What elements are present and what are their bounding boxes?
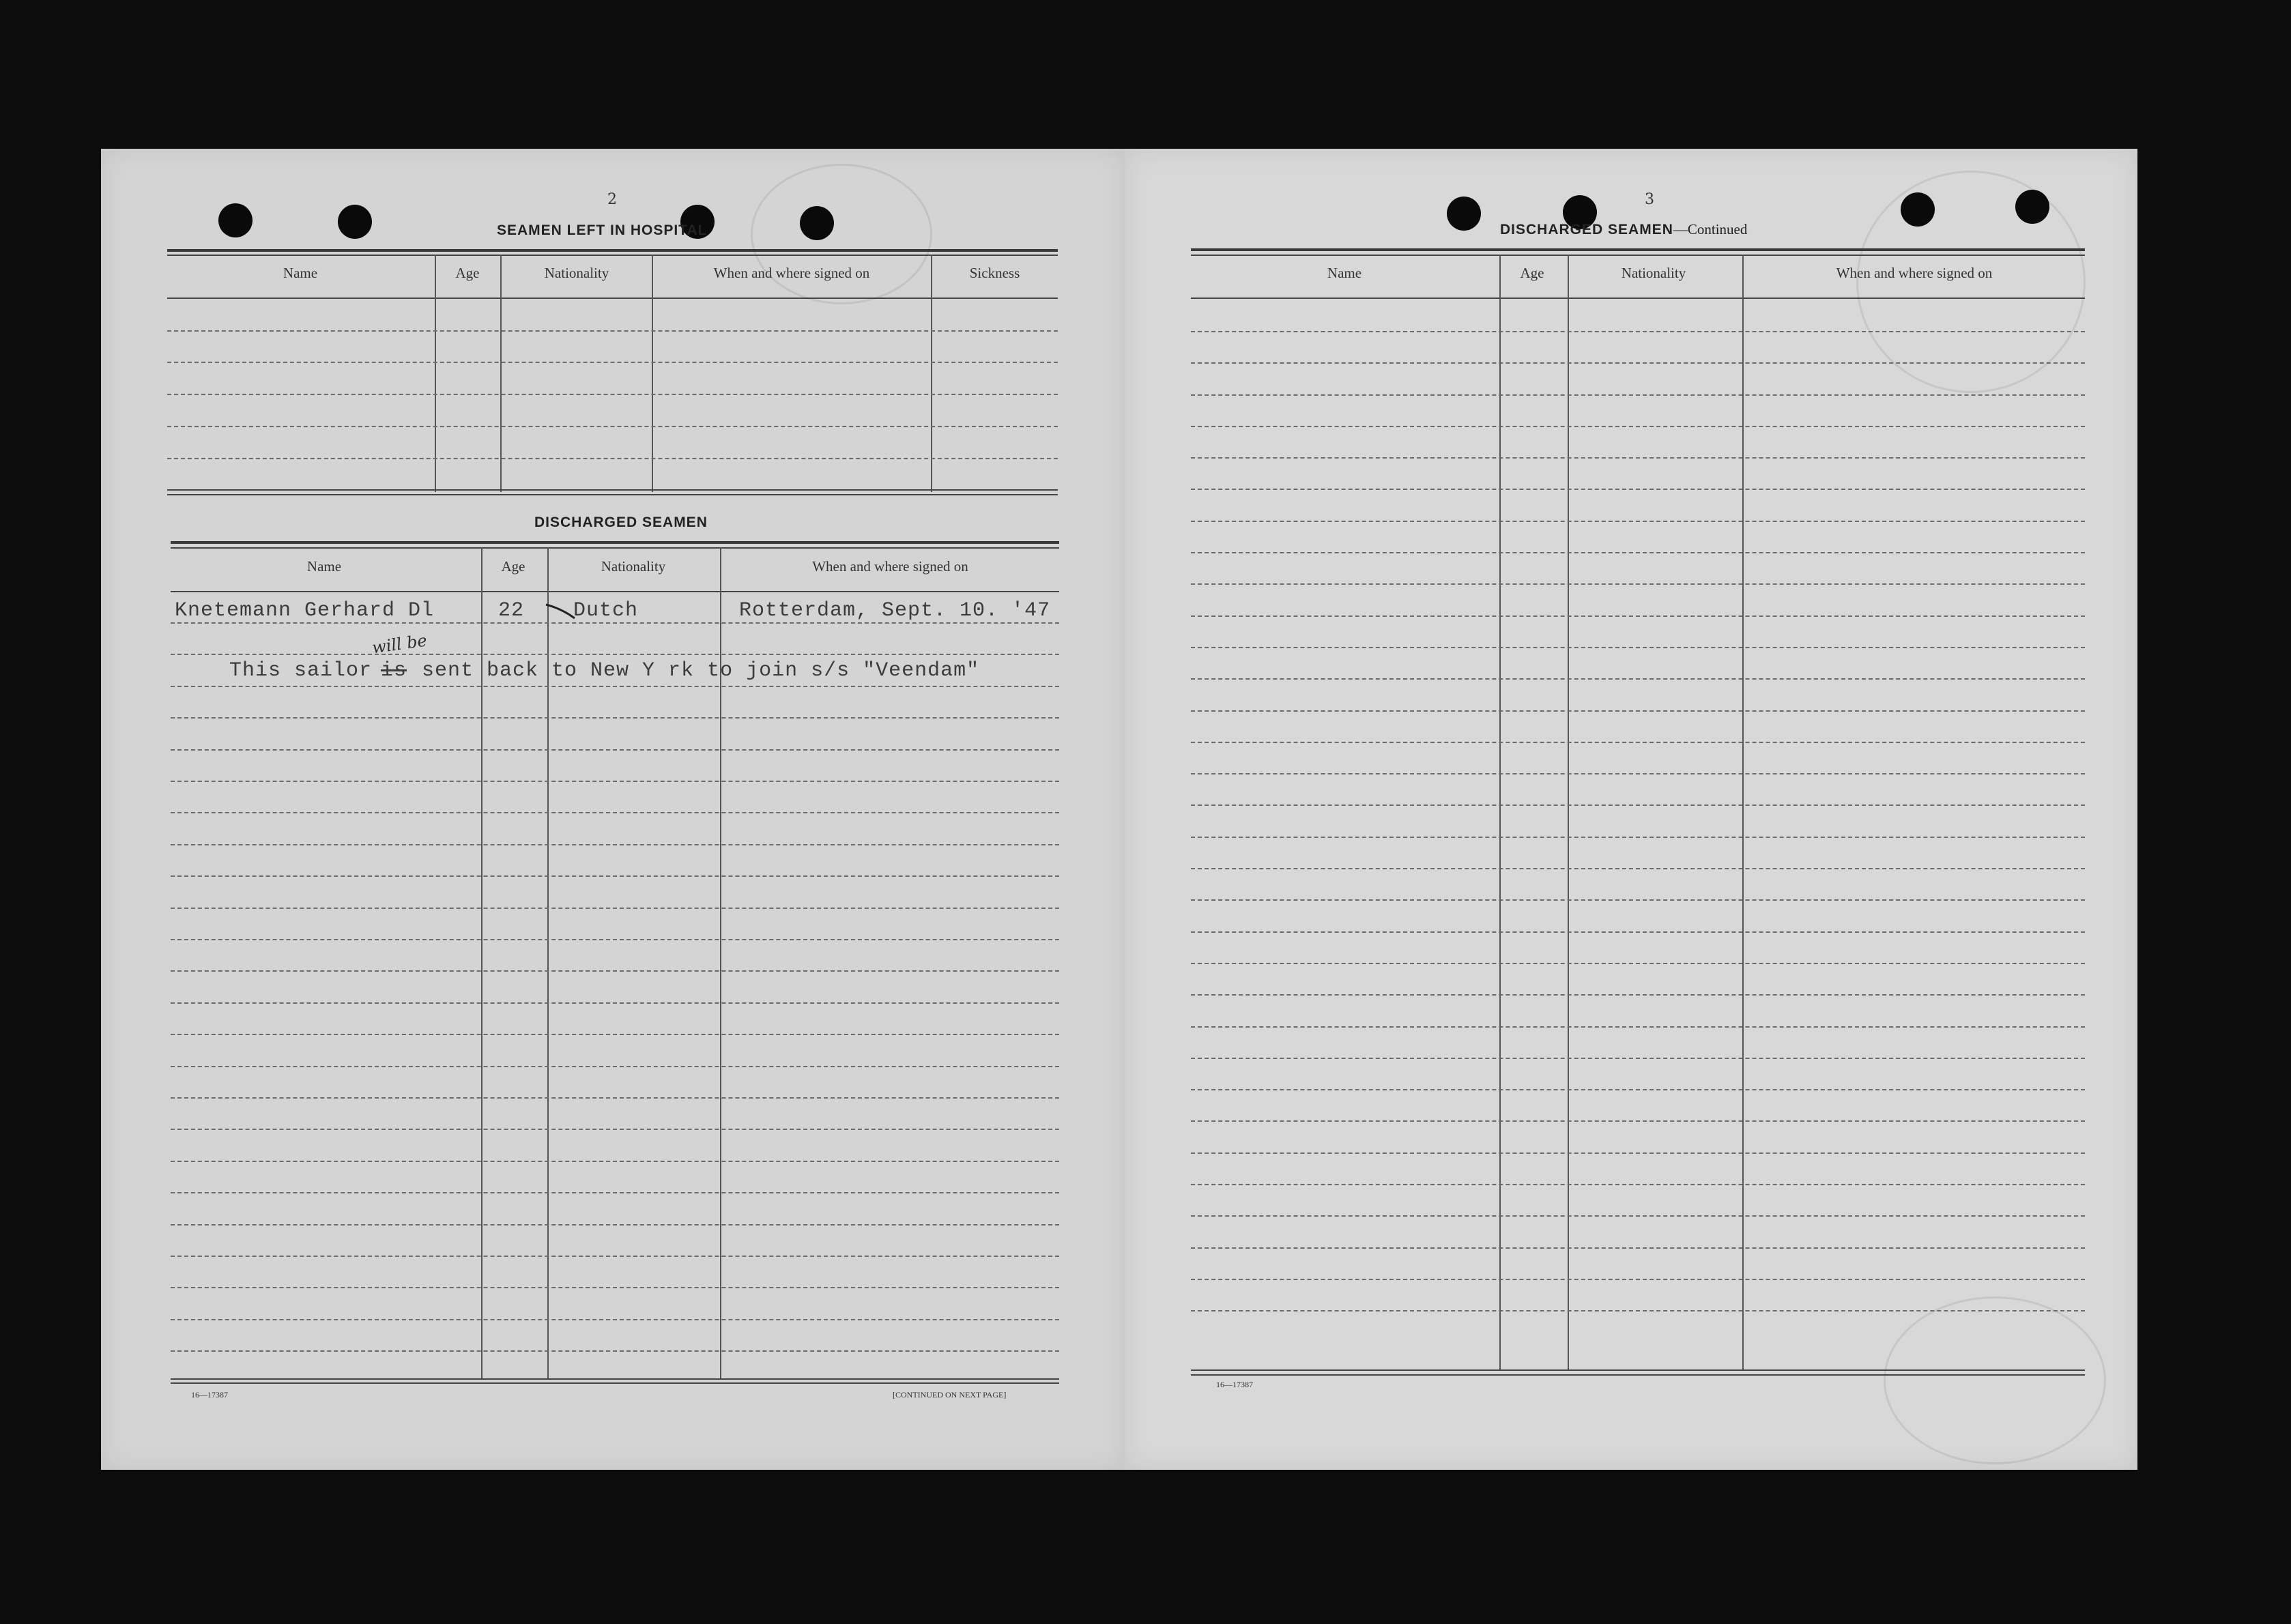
table-rule [167, 489, 1058, 491]
row-rule [171, 1002, 1059, 1004]
row-rule [1191, 1089, 2085, 1090]
row-rule [1191, 647, 2085, 648]
column-header-age: Age [455, 265, 480, 281]
column-divider [1568, 255, 1569, 1371]
row-rule [171, 1224, 1059, 1226]
column-header-signed-on: When and where signed on [812, 558, 968, 575]
row-rule [171, 654, 1059, 655]
table-rule [1191, 248, 2085, 251]
row-rule [1191, 931, 2085, 933]
row-rule [171, 1287, 1059, 1288]
table-rule [171, 541, 1059, 544]
form-number: 16—17387 [1216, 1380, 1253, 1389]
row-rule [1191, 1247, 2085, 1249]
row-rule [171, 875, 1059, 877]
row-rule [171, 1129, 1059, 1130]
table-rule [1191, 1374, 2085, 1376]
seaman-signed-on: Rotterdam, Sept. 10. '47 [739, 599, 1051, 622]
faint-stamp [751, 164, 932, 304]
left-page [101, 149, 1125, 1470]
column-header-sickness: Sickness [969, 265, 1020, 281]
seaman-age: 22 [498, 599, 525, 622]
row-rule [1191, 615, 2085, 617]
continued-notice: [CONTINUED ON NEXT PAGE] [893, 1390, 1007, 1400]
section-title-hospital: SEAMEN LEFT IN HOSPITAL [497, 222, 708, 238]
row-rule [1191, 552, 2085, 553]
table-rule [171, 1378, 1059, 1380]
row-rule [1191, 1120, 2085, 1122]
row-rule [1191, 678, 2085, 680]
punch-hole [800, 206, 834, 240]
row-rule [1191, 1215, 2085, 1217]
row-rule [171, 717, 1059, 719]
row-rule [171, 1192, 1059, 1193]
row-rule [1191, 521, 2085, 522]
faint-stamp [1884, 1296, 2106, 1464]
table-rule [167, 494, 1058, 495]
row-rule [1191, 773, 2085, 774]
handwritten-correction: will be [371, 630, 429, 658]
column-divider [1499, 255, 1501, 1371]
row-rule [171, 1161, 1059, 1162]
table-rule [167, 249, 1058, 252]
row-rule [171, 1097, 1059, 1099]
row-rule [171, 781, 1059, 782]
column-divider [500, 255, 502, 492]
table-rule [1191, 298, 2085, 299]
row-rule [171, 939, 1059, 940]
row-rule [1191, 1279, 2085, 1280]
table-rule [167, 298, 1058, 299]
note-before: This sailor [229, 659, 373, 682]
row-rule [167, 362, 1058, 363]
row-rule [1191, 1026, 2085, 1028]
table-rule [1191, 1369, 2085, 1371]
row-rule [1191, 804, 2085, 806]
punch-hole [2015, 190, 2049, 224]
column-header-name: Name [1327, 265, 1362, 281]
table-rule [171, 591, 1059, 592]
row-rule [167, 394, 1058, 395]
row-rule [171, 1256, 1059, 1257]
column-divider [435, 255, 436, 492]
row-rule [1191, 994, 2085, 996]
section-title-discharged-continued [1500, 221, 1747, 238]
section-title-suffix: —Continued [1673, 221, 1748, 237]
punch-hole [218, 203, 253, 237]
row-rule [1191, 710, 2085, 712]
column-header-signed-on: When and where signed on [1836, 265, 1993, 281]
row-rule [167, 458, 1058, 459]
section-title-discharged: DISCHARGED SEAMEN [534, 514, 708, 530]
row-rule [1191, 742, 2085, 743]
column-header-nationality: Nationality [544, 265, 609, 281]
note-struck: is [381, 659, 407, 682]
row-rule [171, 908, 1059, 909]
row-rule [1191, 868, 2085, 869]
form-number: 16—17387 [191, 1390, 228, 1400]
row-rule [167, 330, 1058, 332]
faint-stamp [1856, 171, 2086, 393]
table-rule [171, 1382, 1059, 1384]
row-rule [1191, 1058, 2085, 1059]
punch-hole [338, 205, 372, 239]
column-header-name: Name [283, 265, 318, 281]
page-number: 2 [607, 191, 617, 208]
check-mark-icon [545, 600, 579, 621]
column-header-signed-on: When and where signed on [713, 265, 870, 281]
row-rule [171, 1034, 1059, 1035]
row-rule [1191, 426, 2085, 427]
row-rule [167, 426, 1058, 427]
column-header-age: Age [1520, 265, 1544, 281]
page-number: 3 [1645, 191, 1654, 208]
row-rule [1191, 331, 2085, 332]
column-header-nationality: Nationality [1621, 265, 1686, 281]
row-rule [171, 1066, 1059, 1067]
punch-hole [1447, 197, 1481, 231]
column-header-nationality: Nationality [601, 558, 666, 575]
row-rule [171, 1319, 1059, 1320]
column-divider [652, 255, 653, 492]
section-title-text: DISCHARGED SEAMEN [1500, 222, 1673, 237]
table-rule [1191, 255, 2085, 256]
seaman-name: Knetemann Gerhard Dl [175, 599, 435, 622]
row-rule [171, 622, 1059, 624]
seaman-nationality: Dutch [573, 599, 639, 622]
row-rule [1191, 1310, 2085, 1311]
row-rule [1191, 837, 2085, 838]
row-rule [1191, 489, 2085, 490]
column-header-age: Age [501, 558, 525, 575]
row-rule [1191, 362, 2085, 364]
row-rule [1191, 1152, 2085, 1154]
row-rule [171, 749, 1059, 751]
row-rule [171, 812, 1059, 813]
column-divider [931, 255, 932, 492]
row-rule [1191, 583, 2085, 585]
table-rule [171, 547, 1059, 549]
table-rule [167, 255, 1058, 256]
row-rule [171, 844, 1059, 845]
row-rule [1191, 394, 2085, 396]
column-divider [1742, 255, 1744, 1371]
note-after: sent back to New Y rk to join s/s "Veendam" [422, 659, 980, 682]
punch-hole [1901, 192, 1935, 227]
column-header-name: Name [306, 558, 342, 575]
row-rule [1191, 899, 2085, 901]
row-rule [1191, 457, 2085, 459]
row-rule [171, 1350, 1059, 1352]
row-rule [171, 970, 1059, 972]
row-rule [171, 686, 1059, 687]
row-rule [1191, 963, 2085, 964]
row-rule [1191, 1184, 2085, 1185]
